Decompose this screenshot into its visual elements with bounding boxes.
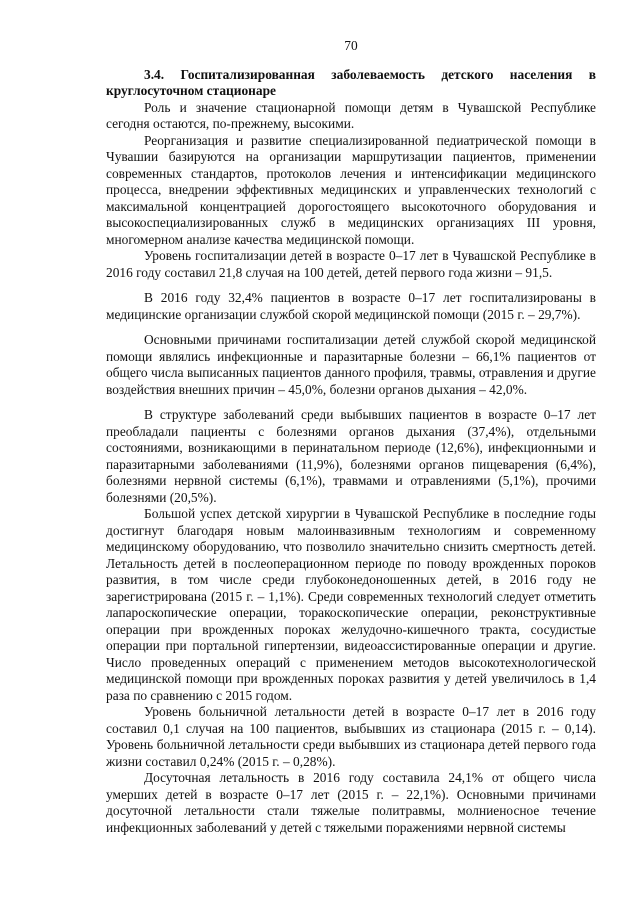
paragraph-ambulance-causes: Основными причинами госпитализации детей службой скорой медицинской помощи являлись инфекционные и паразитарные болезни – 66,1% пациентов от общего числа выписанных пациентов данного профиля, травмы, отравления и другие воздействия внешних причин – 45,0%, болезни органов дыхания – 42,0%. xyxy=(106,332,596,397)
paragraph-hospital-mortality: Уровень больничной летальности детей в возрасте 0–17 лет в 2016 году составил 0,1 случая на 100 пациентов, выбывших из стационара (2015 г. – 0,14). Уровень больничной летальности среди выбывших из стационара детей первого года жизни составил 0,24% (2015 г. – 0,28%). xyxy=(106,704,596,769)
paragraph-disease-structure: В структуре заболеваний среди выбывших пациентов в возрасте 0–17 лет преобладали пациенты с болезнями органов дыхания (37,4%), отдельными состояниями, возникающими в перинатальном периоде (12,6%), инфекционными и паразитарными заболеваниями (11,9%), болезнями органов пищеварения (6,4%), болезнями нервной системы (6,1%), травмами и отравлениями (5,1%), прочими болезнями (20,5%). xyxy=(106,407,596,505)
page-number: 70 xyxy=(344,38,358,53)
document-page xyxy=(106,38,596,836)
paragraph-hospitalization-level: Уровень госпитализации детей в возрасте 0–17 лет в Чувашской Республике в 2016 году составил 21,8 случая на 100 детей, детей первого года жизни – 91,5. xyxy=(106,248,596,280)
paragraph-role-of-inpatient-care: Роль и значение стационарной помощи детям в Чувашской Республике сегодня остаются, по-прежнему, высокими. xyxy=(106,99,596,131)
paragraph-early-mortality: Досуточная летальность в 2016 году составила 24,1% от общего числа умерших детей в возрасте 0–17 лет (2015 г. – 22,1%). Основными причинами досуточной летальности стали тяжелые политравмы, молниеносное течение инфекционных заболеваний у детей с тяжелыми поражениями нервной системы xyxy=(106,770,596,835)
paragraph-ambulance-share: В 2016 году 32,4% пациентов в возрасте 0–17 лет госпитализированы в медицинские организации службой скорой медицинской помощи (2015 г. – 29,7%). xyxy=(106,290,596,322)
paragraph-reorganization: Реорганизация и развитие специализированной педиатрической помощи в Чувашии базируются на организации маршрутизации пациентов, применении современных стандартов, протоколов лечения и интенсификации медицинского процесса, внедрении эффективных медицинских и управленческих технологий с максимальной концентрацией дорогостоящего высокоточного оборудования и высокоспециализированных служб в медицинских организациях III уровня, многомерном анализе качества медицинской помощи. xyxy=(106,132,596,247)
paragraph-pediatric-surgery: Большой успех детской хирургии в Чувашской Республике в последние годы достигнут благодаря новым малоинвазивным технологиям и современному медицинскому оборудованию, что позволило значительно снизить смертность детей. Летальность детей в послеоперационном периоде по поводу врожденных пороков развития, в том числе среди глубоконедоношенных детей, в 2016 году не зарегистрирована (2015 г. – 1,1%). Среди современных технологий следует отметить лапароскопические операции, торакоскопические операции, реконструктивные операции при врожденных пороках желудочно-кишечного тракта, сосудистые операции при портальной гипертензии, видеоассистированные операции и другие. Число проведенных операций с применением методов высокотехнологической медицинской помощи при врожденных пороках развития у детей увеличилось в 1,4 раза по сравнению с 2015 годом. xyxy=(106,506,596,703)
section-heading: 3.4. Госпитализированная заболеваемость детского населения в круглосуточном стационаре xyxy=(106,66,596,98)
